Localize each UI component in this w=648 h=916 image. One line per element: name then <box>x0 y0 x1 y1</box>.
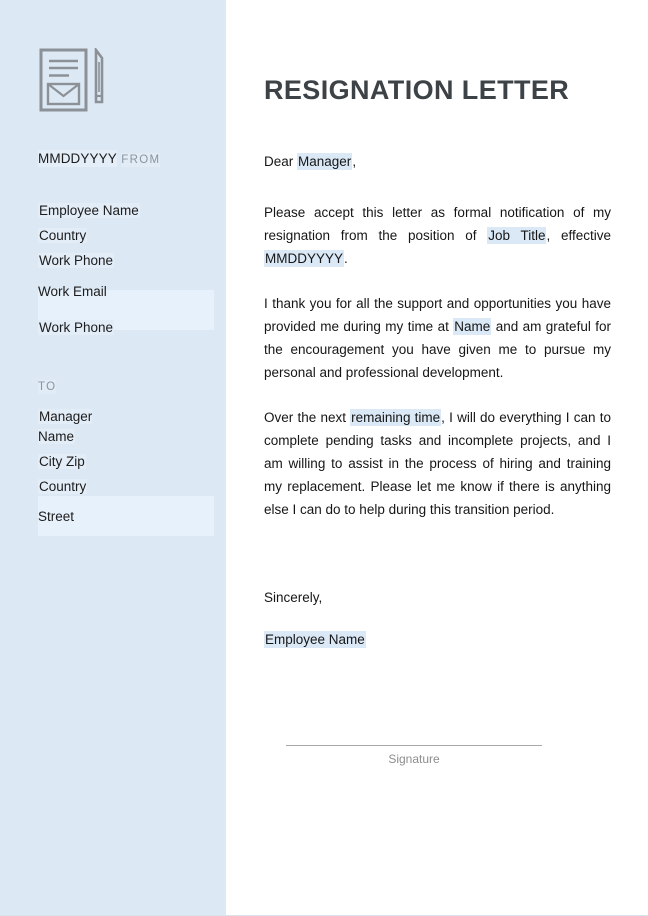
closing-salutation: Sincerely, <box>264 590 323 605</box>
from-field-employee-name[interactable] <box>38 201 214 221</box>
job-title-field[interactable]: Job Title <box>488 228 546 243</box>
signature-area <box>286 745 542 767</box>
sidebar <box>0 0 226 915</box>
paragraph-2-part-1: I thank you for all the support and opportunities you have provided me during my time at <box>264 296 611 334</box>
closing-block <box>264 588 611 649</box>
greeting-suffix: , <box>352 154 357 169</box>
page-title: RESIGNATION LETTER <box>264 75 570 105</box>
to-section-label: TO <box>38 381 57 393</box>
paragraph-1-part-3: . <box>344 251 348 266</box>
sidebar-date[interactable]: MMDDYYYY <box>38 151 117 166</box>
to-field-manager-name-text: Manager Name <box>38 409 93 444</box>
to-field-country-text: Country <box>39 479 87 494</box>
paragraph-1-part-2: , effective <box>546 228 611 243</box>
from-field-country-text: Country <box>39 228 87 243</box>
from-field-list <box>38 201 214 338</box>
to-field-city-zip-text: City Zip <box>39 454 85 469</box>
section-spacer <box>38 343 214 377</box>
letter-paragraph-1 <box>264 201 611 270</box>
to-field-city-zip[interactable] <box>38 452 214 472</box>
from-field-work-phone-2[interactable] <box>38 318 214 338</box>
paragraph-1-part-1: Please accept this letter as formal notification of my resignation from the position of <box>264 205 611 243</box>
letter-body <box>226 0 648 915</box>
document-envelope-pencil-icon <box>38 48 114 114</box>
from-section-label: FROM <box>121 154 161 166</box>
letter-paragraph-3 <box>264 406 611 521</box>
signer-name-line <box>264 630 611 649</box>
effective-date-field[interactable]: MMDDYYYY <box>265 251 344 266</box>
from-field-work-phone-2-text: Work Phone <box>39 320 114 335</box>
to-field-street-text: Street <box>38 509 75 524</box>
paragraph-2-part-2: and am grateful for the encouragement you have given me to pursue my personal and professional development. <box>264 319 611 380</box>
to-field-country[interactable] <box>38 477 214 497</box>
to-field-manager-name[interactable] <box>38 407 110 447</box>
to-field-list <box>38 407 214 527</box>
from-field-work-phone-text: Work Phone <box>39 253 114 268</box>
from-field-work-email[interactable] <box>38 282 214 302</box>
from-field-country[interactable] <box>38 226 214 246</box>
letter-greeting <box>264 152 611 171</box>
from-field-work-phone[interactable] <box>38 251 214 271</box>
company-name-field[interactable]: Name <box>454 319 491 334</box>
from-field-work-email-text: Work Email <box>38 284 107 299</box>
to-field-street[interactable] <box>38 507 214 527</box>
signature-caption: Signature <box>388 752 440 766</box>
paragraph-3-part-2: , I will do everything I can to complete pending tasks and incomplete projects, and I am willing to assist in the process of hiring and training my replacement. Please let me know if there is anything else I can do to help during this transition period. <box>264 410 611 517</box>
paragraph-3-part-1: Over the next <box>264 410 351 425</box>
greeting-recipient-field[interactable]: Manager <box>298 154 352 169</box>
from-field-employee-name-text: Employee Name <box>39 203 139 218</box>
letter-paragraph-2 <box>264 292 611 384</box>
greeting-prefix: Dear <box>264 154 298 169</box>
signer-name-field[interactable]: Employee Name <box>265 632 365 647</box>
signature-rule <box>286 745 542 746</box>
notice-period-field[interactable]: remaining time <box>351 410 441 425</box>
